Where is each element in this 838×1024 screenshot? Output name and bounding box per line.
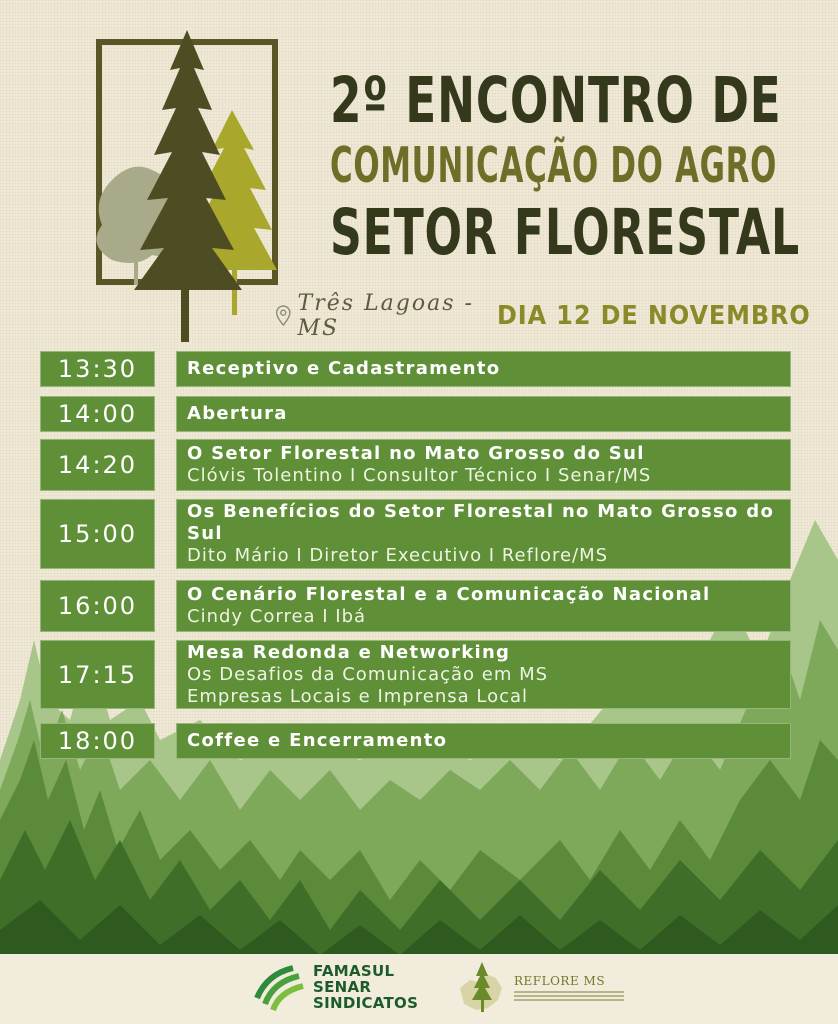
schedule-info [176,640,791,709]
reflore-logo [452,958,624,1018]
schedule-row [40,396,791,432]
reflore-name: REFLORE MS [514,973,606,988]
schedule-title: Coffee e Encerramento [187,730,448,751]
schedule-row [40,640,791,709]
schedule-row [40,580,791,632]
schedule-title: Os Benefícios do Setor Florestal no Mato Grosso do Sul [187,501,775,544]
schedule-time: 13:30 [40,351,155,387]
location-pin-icon [275,303,292,329]
schedule-info [176,580,791,632]
schedule-info [176,499,791,569]
schedule-title: Mesa Redonda e Networking [187,641,511,663]
event-title-line2: COMUNICAÇÃO DO AGRO [330,137,778,194]
senar-name: SENAR [313,978,372,996]
reflore-logo-icon [452,958,512,1018]
schedule-info [176,439,791,491]
schedule-title: O Cenário Florestal e a Comunicação Nacional [187,584,711,605]
schedule-detail: Dito Mário I Diretor Executivo I Reflore/MS [187,545,609,566]
sponsor-footer [0,954,838,1024]
reflore-subtitle-lines [514,991,624,1001]
sindicatos-name: SINDICATOS [313,994,419,1012]
schedule-row [40,351,791,387]
schedule-row [40,499,791,569]
event-title-line3: SETOR FLORESTAL [330,196,800,269]
schedule-info [176,351,791,387]
famasul-logo [253,960,418,1014]
tree-logo-icon [82,30,287,345]
schedule-row [40,723,791,759]
schedule-detail: Cindy Correa I Ibá [187,606,367,627]
schedule-detail: Clóvis Tolentino I Consultor Técnico I Senar/MS [187,465,652,486]
schedule-detail: Os Desafios da Comunicação em MS [187,663,549,685]
reflore-text [514,974,624,1003]
famasul-logo-icon [253,960,307,1014]
schedule-title: Abertura [187,403,288,424]
famasul-text [313,963,418,1011]
schedule-time: 16:00 [40,580,155,632]
schedule-time: 14:20 [40,439,155,491]
schedule-title: O Setor Florestal no Mato Grosso do Sul [187,443,645,464]
location-date-line [275,291,838,341]
schedule-row [40,439,791,491]
event-location: Três Lagoas - MS [297,291,474,341]
schedule-time: 17:15 [40,640,155,709]
event-title-line1: 2º ENCONTRO DE [330,64,782,137]
schedule-detail: Empresas Locais e Imprensa Local [187,685,529,707]
famasul-name: FAMASUL [313,962,395,980]
schedule-info [176,396,791,432]
schedule-info [176,723,791,759]
schedule-time: 14:00 [40,396,155,432]
schedule-title: Receptivo e Cadastramento [187,358,501,379]
schedule-time: 18:00 [40,723,155,759]
schedule-time: 15:00 [40,499,155,569]
event-date: DIA 12 DE NOVEMBRO [497,301,811,331]
